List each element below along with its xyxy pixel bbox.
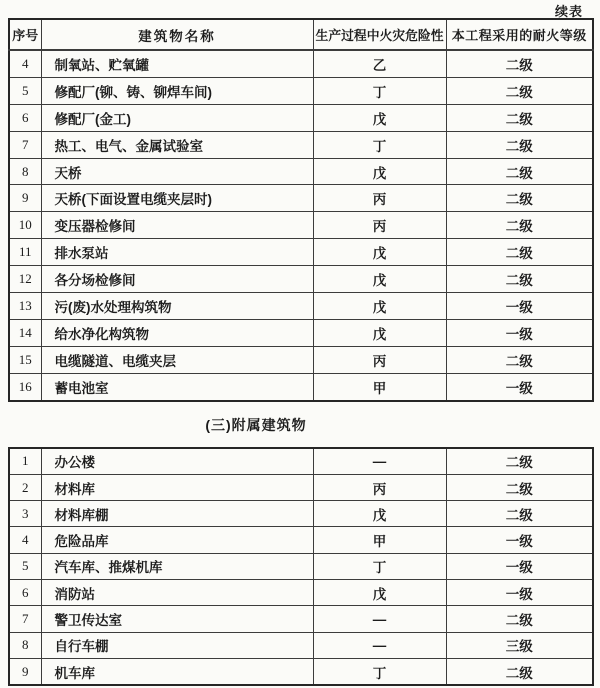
fire-resistance-rating-cell: 二级 bbox=[446, 501, 593, 527]
table-row bbox=[9, 658, 593, 685]
fire-hazard-class-cell: 甲 bbox=[313, 527, 446, 553]
fire-hazard-class-cell: 丁 bbox=[313, 553, 446, 579]
row-number-cell: 10 bbox=[9, 212, 41, 239]
fire-resistance-rating-cell: 二级 bbox=[446, 77, 593, 104]
row-number-cell: 9 bbox=[9, 658, 41, 685]
table-row bbox=[9, 185, 593, 212]
row-number-cell: 13 bbox=[9, 293, 41, 320]
fire-hazard-class-cell: 丙 bbox=[313, 346, 446, 373]
column-header-building-name: 建筑物名称 bbox=[41, 19, 313, 50]
table-row bbox=[9, 131, 593, 158]
row-number-cell: 12 bbox=[9, 266, 41, 293]
table-row bbox=[9, 346, 593, 373]
table-row bbox=[9, 293, 593, 320]
column-header-fire-hazard: 生产过程中火灾危险性 bbox=[313, 19, 446, 50]
row-number-cell: 1 bbox=[9, 448, 41, 475]
building-name-cell: 排水泵站 bbox=[41, 239, 313, 266]
table-row bbox=[9, 212, 593, 239]
table-row bbox=[9, 239, 593, 266]
table-header-row bbox=[9, 19, 593, 50]
table-row bbox=[9, 448, 593, 475]
fire-hazard-class-cell: 戊 bbox=[313, 104, 446, 131]
fire-rating-table-auxiliary bbox=[8, 447, 594, 687]
building-name-cell: 电缆隧道、电缆夹层 bbox=[41, 346, 313, 373]
fire-resistance-rating-cell: 二级 bbox=[446, 606, 593, 632]
fire-resistance-rating-cell: 二级 bbox=[446, 239, 593, 266]
fire-resistance-rating-cell: 一级 bbox=[446, 527, 593, 553]
fire-resistance-rating-cell: 一级 bbox=[446, 293, 593, 320]
building-name-cell: 机车库 bbox=[41, 658, 313, 685]
fire-hazard-class-cell: 丙 bbox=[313, 185, 446, 212]
table-row bbox=[9, 553, 593, 579]
fire-resistance-rating-cell: 二级 bbox=[446, 658, 593, 685]
building-name-cell: 天桥(下面设置电缆夹层时) bbox=[41, 185, 313, 212]
table-row bbox=[9, 474, 593, 500]
building-name-cell: 修配厂(金工) bbox=[41, 104, 313, 131]
fire-hazard-class-cell: 戊 bbox=[313, 501, 446, 527]
table-row bbox=[9, 158, 593, 185]
table-row bbox=[9, 266, 593, 293]
table-row bbox=[9, 50, 593, 77]
building-name-cell: 危险品库 bbox=[41, 527, 313, 553]
fire-resistance-rating-cell: 二级 bbox=[446, 448, 593, 475]
table-row bbox=[9, 319, 593, 346]
row-number-cell: 11 bbox=[9, 239, 41, 266]
fire-hazard-class-cell: 丁 bbox=[313, 658, 446, 685]
fire-hazard-class-cell: 戊 bbox=[313, 293, 446, 320]
building-name-cell: 材料库棚 bbox=[41, 501, 313, 527]
fire-hazard-class-cell: 丁 bbox=[313, 77, 446, 104]
fire-rating-table-production bbox=[8, 18, 594, 402]
building-name-cell: 修配厂(铆、铸、铆焊车间) bbox=[41, 77, 313, 104]
fire-resistance-rating-cell: 一级 bbox=[446, 319, 593, 346]
building-name-cell: 消防站 bbox=[41, 580, 313, 606]
fire-hazard-class-cell: 戊 bbox=[313, 239, 446, 266]
fire-hazard-class-cell: 丙 bbox=[313, 212, 446, 239]
fire-hazard-class-cell: 乙 bbox=[313, 50, 446, 77]
fire-hazard-class-cell: 戊 bbox=[313, 319, 446, 346]
building-name-cell: 变压器检修间 bbox=[41, 212, 313, 239]
fire-resistance-rating-cell: 二级 bbox=[446, 266, 593, 293]
fire-hazard-class-cell: 戊 bbox=[313, 580, 446, 606]
fire-resistance-rating-cell: 一级 bbox=[446, 580, 593, 606]
fire-resistance-rating-cell: 二级 bbox=[446, 185, 593, 212]
row-number-cell: 6 bbox=[9, 580, 41, 606]
row-number-cell: 14 bbox=[9, 319, 41, 346]
row-number-cell: 4 bbox=[9, 527, 41, 553]
fire-resistance-rating-cell: 二级 bbox=[446, 131, 593, 158]
table-row bbox=[9, 373, 593, 400]
row-number-cell: 5 bbox=[9, 77, 41, 104]
table-row bbox=[9, 104, 593, 131]
table-row bbox=[9, 606, 593, 632]
building-name-cell: 汽车库、推煤机库 bbox=[41, 553, 313, 579]
table-row bbox=[9, 632, 593, 658]
fire-resistance-rating-cell: 二级 bbox=[446, 104, 593, 131]
building-name-cell: 蓄电池室 bbox=[41, 373, 313, 400]
fire-resistance-rating-cell: 二级 bbox=[446, 474, 593, 500]
building-name-cell: 天桥 bbox=[41, 158, 313, 185]
row-number-cell: 7 bbox=[9, 606, 41, 632]
building-name-cell: 各分场检修间 bbox=[41, 266, 313, 293]
section-title: (三)附属建筑物 bbox=[205, 416, 307, 433]
building-name-cell: 制氧站、贮氧罐 bbox=[41, 50, 313, 77]
table-row bbox=[9, 527, 593, 553]
building-name-cell: 办公楼 bbox=[41, 448, 313, 475]
building-name-cell: 给水净化构筑物 bbox=[41, 319, 313, 346]
fire-hazard-class-cell: — bbox=[313, 606, 446, 632]
fire-hazard-class-cell: 甲 bbox=[313, 373, 446, 400]
fire-resistance-rating-cell: 二级 bbox=[446, 212, 593, 239]
fire-hazard-class-cell: 丁 bbox=[313, 131, 446, 158]
fire-hazard-class-cell: — bbox=[313, 448, 446, 475]
fire-resistance-rating-cell: 三级 bbox=[446, 632, 593, 658]
row-number-cell: 6 bbox=[9, 104, 41, 131]
row-number-cell: 15 bbox=[9, 346, 41, 373]
column-header-fire-resistance-rating: 本工程采用的耐火等级 bbox=[446, 19, 593, 50]
building-name-cell: 热工、电气、金属试验室 bbox=[41, 131, 313, 158]
fire-resistance-rating-cell: 二级 bbox=[446, 346, 593, 373]
fire-resistance-rating-cell: 一级 bbox=[446, 553, 593, 579]
fire-hazard-class-cell: — bbox=[313, 632, 446, 658]
fire-resistance-rating-cell: 二级 bbox=[446, 158, 593, 185]
building-name-cell: 自行车棚 bbox=[41, 632, 313, 658]
row-number-cell: 3 bbox=[9, 501, 41, 527]
row-number-cell: 8 bbox=[9, 632, 41, 658]
row-number-cell: 4 bbox=[9, 50, 41, 77]
row-number-cell: 16 bbox=[9, 373, 41, 400]
table-row bbox=[9, 501, 593, 527]
table-row bbox=[9, 580, 593, 606]
building-name-cell: 警卫传达室 bbox=[41, 606, 313, 632]
fire-hazard-class-cell: 戊 bbox=[313, 266, 446, 293]
continuation-label: 续表 bbox=[554, 4, 583, 19]
row-number-cell: 9 bbox=[9, 185, 41, 212]
fire-resistance-rating-cell: 二级 bbox=[446, 50, 593, 77]
fire-resistance-rating-cell: 一级 bbox=[446, 373, 593, 400]
fire-hazard-class-cell: 丙 bbox=[313, 474, 446, 500]
building-name-cell: 材料库 bbox=[41, 474, 313, 500]
row-number-cell: 8 bbox=[9, 158, 41, 185]
fire-hazard-class-cell: 戊 bbox=[313, 158, 446, 185]
row-number-cell: 7 bbox=[9, 131, 41, 158]
row-number-cell: 2 bbox=[9, 474, 41, 500]
row-number-cell: 5 bbox=[9, 553, 41, 579]
column-header-serial-number: 序号 bbox=[9, 19, 41, 50]
table-row bbox=[9, 77, 593, 104]
building-name-cell: 污(废)水处理构筑物 bbox=[41, 293, 313, 320]
